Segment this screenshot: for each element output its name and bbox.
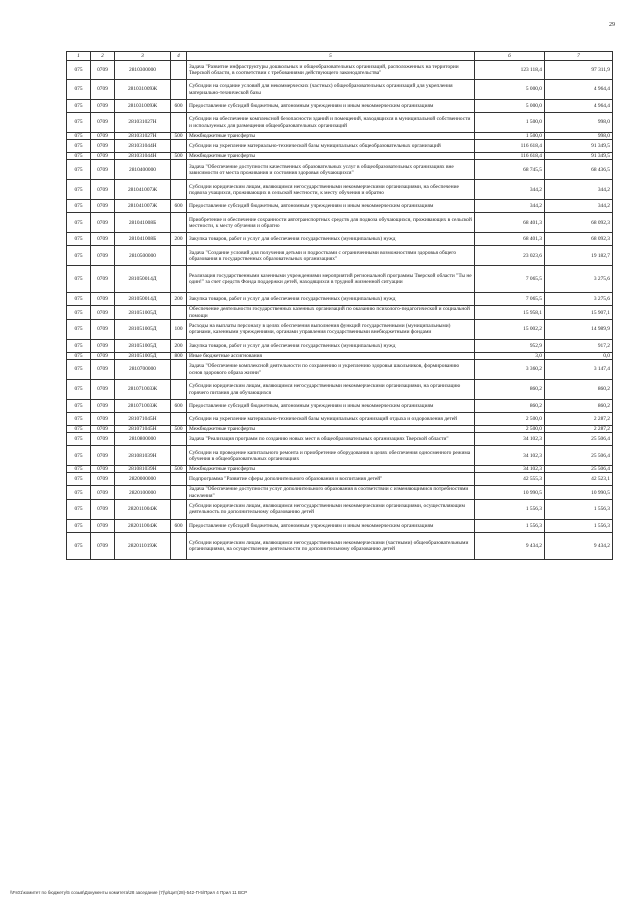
budget-table: [66, 51, 613, 560]
table-row: [67, 352, 613, 359]
cell-c1: 075: [67, 246, 91, 266]
cell-c2: 0709: [91, 233, 115, 246]
cell-c6: 10 990,5: [475, 486, 545, 499]
cell-c7: 2 287,2: [545, 426, 613, 433]
cell-c3: 281071045Н: [115, 426, 171, 433]
cell-c2: 0709: [91, 113, 115, 133]
cell-c5: Субсидии на создание условий для некоммерческих (частных) общеобразовательных организаций для укрепления материально-технической базы: [187, 80, 475, 100]
cell-c4: 200: [171, 293, 187, 306]
cell-c3: 281081039Н: [115, 466, 171, 473]
table-row: [67, 266, 613, 293]
cell-c6: 7 065,5: [475, 266, 545, 293]
cell-c3: 281031044Н: [115, 153, 171, 160]
cell-c2: 0709: [91, 246, 115, 266]
table-row: [67, 180, 613, 200]
cell-c7: 1 556,3: [545, 519, 613, 532]
cell-c4: 600: [171, 400, 187, 413]
cell-c3: 281071003Ж: [115, 380, 171, 400]
cell-c4: 500: [171, 466, 187, 473]
cell-c7: 0,0: [545, 352, 613, 359]
table-row: [67, 80, 613, 100]
cell-c5: Закупка товаров, работ и услуг для обеспечения государственных (муниципальных) нужд: [187, 339, 475, 352]
cell-c2: 0709: [91, 140, 115, 153]
cell-c3: 282011004Ж: [115, 499, 171, 519]
cell-c7: 9 434,2: [545, 532, 613, 559]
cell-c6: 952,9: [475, 339, 545, 352]
column-header: 4: [171, 52, 187, 61]
cell-c6: 15 958,1: [475, 306, 545, 319]
cell-c6: 34 102,3: [475, 433, 545, 446]
cell-c1: 075: [67, 360, 91, 380]
cell-c4: [171, 380, 187, 400]
table-row: [67, 466, 613, 473]
cell-c6: 68 401,3: [475, 233, 545, 246]
cell-c4: [171, 160, 187, 180]
cell-c5: Расходы на выплаты персоналу в целях обеспечения выполнения функций государственными (муниципальными) органами, казенными учреждениями, органами управления государственными внебюджетными фондами: [187, 319, 475, 339]
table-row: [67, 306, 613, 319]
cell-c3: 2810700000: [115, 360, 171, 380]
cell-c5: Закупка товаров, работ и услуг для обеспечения государственных (муниципальных) нужд: [187, 293, 475, 306]
cell-c7: 68 092,3: [545, 213, 613, 233]
cell-c5: Задача "Создание условий для получения детьми и подростками с ограниченными возможностями здоровья общего образования в государственных образовательных организациях": [187, 246, 475, 266]
cell-c7: 91 349,5: [545, 153, 613, 160]
cell-c4: [171, 446, 187, 466]
cell-c3: 281050014Д: [115, 266, 171, 293]
cell-c4: 100: [171, 319, 187, 339]
cell-c6: 860,2: [475, 400, 545, 413]
cell-c1: 075: [67, 180, 91, 200]
cell-c4: [171, 473, 187, 486]
table-row: [67, 233, 613, 246]
cell-c6: 2 500,0: [475, 413, 545, 426]
cell-c5: Задача "Развитие инфраструктуры дошкольных и общеобразовательных организаций, расположенных на территории Тверской области, в соответствии с требованиями действующего законодательства": [187, 61, 475, 80]
cell-c5: Предоставление субсидий бюджетным, автономным учреждениям и иным некоммерческим организациям: [187, 400, 475, 413]
cell-c2: 0709: [91, 339, 115, 352]
column-header: 7: [545, 52, 613, 61]
cell-c5: Иные бюджетные ассигнования: [187, 352, 475, 359]
cell-c4: 500: [171, 153, 187, 160]
cell-c3: 281031009Ж: [115, 80, 171, 100]
cell-c2: 0709: [91, 473, 115, 486]
cell-c5: Задача "Реализация программ по созданию новых мест в общеобразовательных организациях Тверской области": [187, 433, 475, 446]
cell-c4: [171, 306, 187, 319]
cell-c5: Субсидии юридическим лицам, являющимся негосударственными некоммерческими организациями, на организацию горячего питания для обучающихся: [187, 380, 475, 400]
cell-c6: 3 360,2: [475, 360, 545, 380]
cell-c4: [171, 433, 187, 446]
cell-c2: 0709: [91, 153, 115, 160]
cell-c2: 0709: [91, 61, 115, 80]
page-number: 29: [609, 22, 615, 28]
cell-c1: 075: [67, 352, 91, 359]
cell-c3: 281031044Н: [115, 140, 171, 153]
cell-c6: 116 618,4: [475, 140, 545, 153]
cell-c7: 917,2: [545, 339, 613, 352]
table-row: [67, 319, 613, 339]
cell-c3: 281051005Д: [115, 306, 171, 319]
cell-c6: 5 000,0: [475, 100, 545, 113]
table-row: [67, 426, 613, 433]
cell-c4: [171, 486, 187, 499]
cell-c5: Межбюджетные трансферты: [187, 133, 475, 140]
table-row: [67, 200, 613, 213]
table-row: [67, 499, 613, 519]
cell-c3: 281041007Ж: [115, 200, 171, 213]
cell-c2: 0709: [91, 380, 115, 400]
cell-c4: [171, 80, 187, 100]
cell-c1: 075: [67, 306, 91, 319]
cell-c5: Субсидии на укрепление материально-технической базы муниципальных организаций отдыха и оздоровления детей: [187, 413, 475, 426]
cell-c2: 0709: [91, 80, 115, 100]
cell-c2: 0709: [91, 133, 115, 140]
table-header-row: [67, 52, 613, 61]
cell-c7: 19 182,7: [545, 246, 613, 266]
cell-c4: 600: [171, 519, 187, 532]
cell-c6: 68 401,3: [475, 213, 545, 233]
budget-table-body: [67, 52, 613, 560]
column-header: 2: [91, 52, 115, 61]
column-header: 1: [67, 52, 91, 61]
cell-c1: 075: [67, 200, 91, 213]
cell-c2: 0709: [91, 160, 115, 180]
cell-c4: [171, 113, 187, 133]
cell-c4: [171, 246, 187, 266]
cell-c7: 860,2: [545, 400, 613, 413]
cell-c5: Задача "Обеспечение доступности услуг дополнительного образования в соответствии с изменяющимися потребностями населения": [187, 486, 475, 499]
cell-c7: 344,2: [545, 200, 613, 213]
cell-c1: 075: [67, 293, 91, 306]
cell-c2: 0709: [91, 319, 115, 339]
cell-c1: 075: [67, 486, 91, 499]
cell-c2: 0709: [91, 519, 115, 532]
cell-c3: 281051005Д: [115, 319, 171, 339]
table-row: [67, 213, 613, 233]
cell-c2: 0709: [91, 266, 115, 293]
cell-c4: 800: [171, 352, 187, 359]
cell-c1: 075: [67, 100, 91, 113]
cell-c5: Субсидии на укрепление материально-технической базы муниципальных общеобразовательных организаций: [187, 140, 475, 153]
cell-c5: Межбюджетные трансферты: [187, 153, 475, 160]
cell-c2: 0709: [91, 466, 115, 473]
cell-c3: 281081039Н: [115, 446, 171, 466]
cell-c6: 1 556,3: [475, 519, 545, 532]
cell-c5: Задача "Обеспечение доступности качественных образовательных услуг в общеобразовательных организациях вне зависимости от места проживания и состояния здоровья обучающихся": [187, 160, 475, 180]
cell-c3: 2820000000: [115, 473, 171, 486]
cell-c1: 075: [67, 466, 91, 473]
cell-c1: 075: [67, 213, 91, 233]
table-row: [67, 380, 613, 400]
cell-c7: 860,2: [545, 380, 613, 400]
table-row: [67, 519, 613, 532]
cell-c5: Субсидии юридическим лицам, являющимся негосударственными некоммерческими организациями, на обеспечение подвоза учащихся, проживающих в сельской местности, к месту обучения и обратно: [187, 180, 475, 200]
cell-c3: 281071003Ж: [115, 400, 171, 413]
cell-c1: 075: [67, 446, 91, 466]
footer-path: \\Fs01\комитет по бюджету\5 созыв\Документы комитета\28 заседание (7)\р\Цит(28)-542-П-5\Прил 4 Прил 11 ВСР: [10, 890, 248, 895]
cell-c1: 075: [67, 400, 91, 413]
cell-c2: 0709: [91, 532, 115, 559]
cell-c4: [171, 360, 187, 380]
cell-c1: 075: [67, 380, 91, 400]
cell-c3: 281031009Ж: [115, 100, 171, 113]
cell-c4: [171, 413, 187, 426]
cell-c6: 3,0: [475, 352, 545, 359]
table-row: [67, 473, 613, 486]
cell-c5: Предоставление субсидий бюджетным, автономным учреждениям и иным некоммерческим организациям: [187, 519, 475, 532]
cell-c2: 0709: [91, 446, 115, 466]
cell-c1: 075: [67, 113, 91, 133]
table-row: [67, 133, 613, 140]
cell-c3: 282011004Ж: [115, 519, 171, 532]
cell-c6: 23 023,6: [475, 246, 545, 266]
table-row: [67, 61, 613, 80]
column-header: 3: [115, 52, 171, 61]
cell-c6: 2 500,0: [475, 426, 545, 433]
cell-c7: 998,0: [545, 113, 613, 133]
cell-c2: 0709: [91, 200, 115, 213]
cell-c3: 281041007Ж: [115, 180, 171, 200]
cell-c4: 200: [171, 339, 187, 352]
cell-c7: 25 506,4: [545, 433, 613, 446]
cell-c5: Предоставление субсидий бюджетным, автономным учреждениям и иным некоммерческим организациям: [187, 200, 475, 213]
cell-c4: [171, 140, 187, 153]
column-header: 5: [187, 52, 475, 61]
cell-c3: 281031027Н: [115, 133, 171, 140]
table-row: [67, 100, 613, 113]
cell-c1: 075: [67, 433, 91, 446]
cell-c7: 2 287,2: [545, 413, 613, 426]
cell-c6: 116 618,4: [475, 153, 545, 160]
cell-c1: 075: [67, 499, 91, 519]
cell-c6: 15 002,2: [475, 319, 545, 339]
table-row: [67, 246, 613, 266]
cell-c7: 344,2: [545, 180, 613, 200]
cell-c1: 075: [67, 80, 91, 100]
table-row: [67, 113, 613, 133]
cell-c7: 68 092,3: [545, 233, 613, 246]
cell-c2: 0709: [91, 213, 115, 233]
cell-c6: 123 118,4: [475, 61, 545, 80]
cell-c2: 0709: [91, 293, 115, 306]
cell-c2: 0709: [91, 413, 115, 426]
cell-c4: [171, 532, 187, 559]
cell-c5: Субсидии юридическим лицам, являющимся негосударственными некоммерческими (частными) общеобразовательными организациями, на осуществление деятельности по дополнительному образованию детей: [187, 532, 475, 559]
cell-c4: 200: [171, 233, 187, 246]
cell-c2: 0709: [91, 400, 115, 413]
cell-c7: 97 311,9: [545, 61, 613, 80]
cell-c7: 10 990,5: [545, 486, 613, 499]
table-row: [67, 293, 613, 306]
cell-c4: 600: [171, 100, 187, 113]
table-row: [67, 446, 613, 466]
cell-c7: 1 556,3: [545, 499, 613, 519]
cell-c1: 075: [67, 339, 91, 352]
cell-c1: 075: [67, 133, 91, 140]
cell-c3: 2810400000: [115, 160, 171, 180]
cell-c3: 281051005Д: [115, 339, 171, 352]
cell-c5: Предоставление субсидий бюджетным, автономным учреждениям и иным некоммерческим организациям: [187, 100, 475, 113]
cell-c4: 500: [171, 426, 187, 433]
cell-c3: 282011019Ж: [115, 532, 171, 559]
cell-c1: 075: [67, 153, 91, 160]
cell-c2: 0709: [91, 426, 115, 433]
cell-c7: 68 436,5: [545, 160, 613, 180]
cell-c7: 42 523,1: [545, 473, 613, 486]
cell-c5: Субсидии на проведение капитального ремонта и приобретение оборудования в целях обеспечения односменного режима обучения в общеобразовательных организациях: [187, 446, 475, 466]
cell-c5: Субсидии на обеспечение комплексной безопасности зданий и помещений, находящихся в муниципальной собственности и используемых для размещения общеобразовательных организаций: [187, 113, 475, 133]
cell-c5: Приобретение и обеспечение сохранности автотранспортных средств для подвоза обучающихся, проживающих в сельской местности, к месту обучения и обратно: [187, 213, 475, 233]
table-row: [67, 486, 613, 499]
table-row: [67, 339, 613, 352]
cell-c1: 075: [67, 426, 91, 433]
cell-c3: 2810800000: [115, 433, 171, 446]
cell-c2: 0709: [91, 499, 115, 519]
cell-c7: 4 964,4: [545, 80, 613, 100]
cell-c1: 075: [67, 519, 91, 532]
cell-c4: [171, 499, 187, 519]
cell-c3: 281051005Д: [115, 352, 171, 359]
cell-c1: 075: [67, 266, 91, 293]
cell-c2: 0709: [91, 100, 115, 113]
cell-c6: 1 500,0: [475, 113, 545, 133]
cell-c7: 998,0: [545, 133, 613, 140]
cell-c6: 42 555,3: [475, 473, 545, 486]
cell-c4: 600: [171, 200, 187, 213]
cell-c7: 3 147,4: [545, 360, 613, 380]
cell-c2: 0709: [91, 433, 115, 446]
cell-c5: Задача "Обеспечение комплексной деятельности по сохранению и укреплению здоровья школьников, формированию основ здорового образа жизни": [187, 360, 475, 380]
cell-c3: 281050014Д: [115, 293, 171, 306]
cell-c6: 1 556,3: [475, 499, 545, 519]
cell-c6: 68 745,5: [475, 160, 545, 180]
cell-c1: 075: [67, 233, 91, 246]
table-row: [67, 140, 613, 153]
cell-c6: 9 434,2: [475, 532, 545, 559]
cell-c2: 0709: [91, 360, 115, 380]
cell-c7: 3 275,6: [545, 293, 613, 306]
cell-c7: 91 349,5: [545, 140, 613, 153]
table-row: [67, 532, 613, 559]
cell-c5: Закупка товаров, работ и услуг для обеспечения государственных (муниципальных) нужд: [187, 233, 475, 246]
cell-c5: Межбюджетные трансферты: [187, 426, 475, 433]
table-row: [67, 360, 613, 380]
cell-c6: 344,2: [475, 200, 545, 213]
cell-c5: Межбюджетные трансферты: [187, 466, 475, 473]
cell-c2: 0709: [91, 352, 115, 359]
cell-c1: 075: [67, 532, 91, 559]
cell-c3: 281041008Б: [115, 233, 171, 246]
cell-c7: 25 506,4: [545, 466, 613, 473]
cell-c3: 281031027Н: [115, 113, 171, 133]
column-header: 6: [475, 52, 545, 61]
cell-c6: 860,2: [475, 380, 545, 400]
table-row: [67, 400, 613, 413]
cell-c1: 075: [67, 140, 91, 153]
cell-c3: 281071045Н: [115, 413, 171, 426]
cell-c3: 2810300000: [115, 61, 171, 80]
cell-c5: Субсидии юридическим лицам, являющимся негосударственными некоммерческими организациями, осуществляющим деятельность по дополнительному образованию детей: [187, 499, 475, 519]
cell-c6: 34 102,3: [475, 466, 545, 473]
table-row: [67, 160, 613, 180]
cell-c1: 075: [67, 61, 91, 80]
cell-c7: 3 275,6: [545, 266, 613, 293]
cell-c5: Подпрограмма "Развитие сферы дополнительного образования и воспитания детей": [187, 473, 475, 486]
cell-c4: [171, 61, 187, 80]
cell-c4: [171, 213, 187, 233]
cell-c1: 075: [67, 319, 91, 339]
cell-c2: 0709: [91, 180, 115, 200]
cell-c6: 5 000,0: [475, 80, 545, 100]
table-row: [67, 153, 613, 160]
cell-c6: 344,2: [475, 180, 545, 200]
cell-c6: 1 500,0: [475, 133, 545, 140]
cell-c7: 14 989,9: [545, 319, 613, 339]
cell-c2: 0709: [91, 306, 115, 319]
cell-c1: 075: [67, 473, 91, 486]
cell-c3: 2820100000: [115, 486, 171, 499]
cell-c5: Реализация государственными казенными учреждениями мероприятий региональной программы Тверской области "Ты не один!" за счет средств Фонда поддержки детей, находящихся в трудной жизненной ситуации: [187, 266, 475, 293]
table-row: [67, 413, 613, 426]
table-row: [67, 433, 613, 446]
cell-c1: 075: [67, 413, 91, 426]
cell-c3: 281041008Б: [115, 213, 171, 233]
cell-c6: 7 065,5: [475, 293, 545, 306]
cell-c2: 0709: [91, 486, 115, 499]
cell-c4: [171, 266, 187, 293]
cell-c5: Обеспечение деятельности государственных казенных организаций по оказанию психолого-педагогической и социальной помощи: [187, 306, 475, 319]
cell-c7: 4 964,4: [545, 100, 613, 113]
cell-c3: 2810500000: [115, 246, 171, 266]
cell-c1: 075: [67, 160, 91, 180]
cell-c6: 34 102,3: [475, 446, 545, 466]
cell-c4: [171, 180, 187, 200]
cell-c7: 25 506,4: [545, 446, 613, 466]
cell-c4: 500: [171, 133, 187, 140]
cell-c7: 15 907,1: [545, 306, 613, 319]
